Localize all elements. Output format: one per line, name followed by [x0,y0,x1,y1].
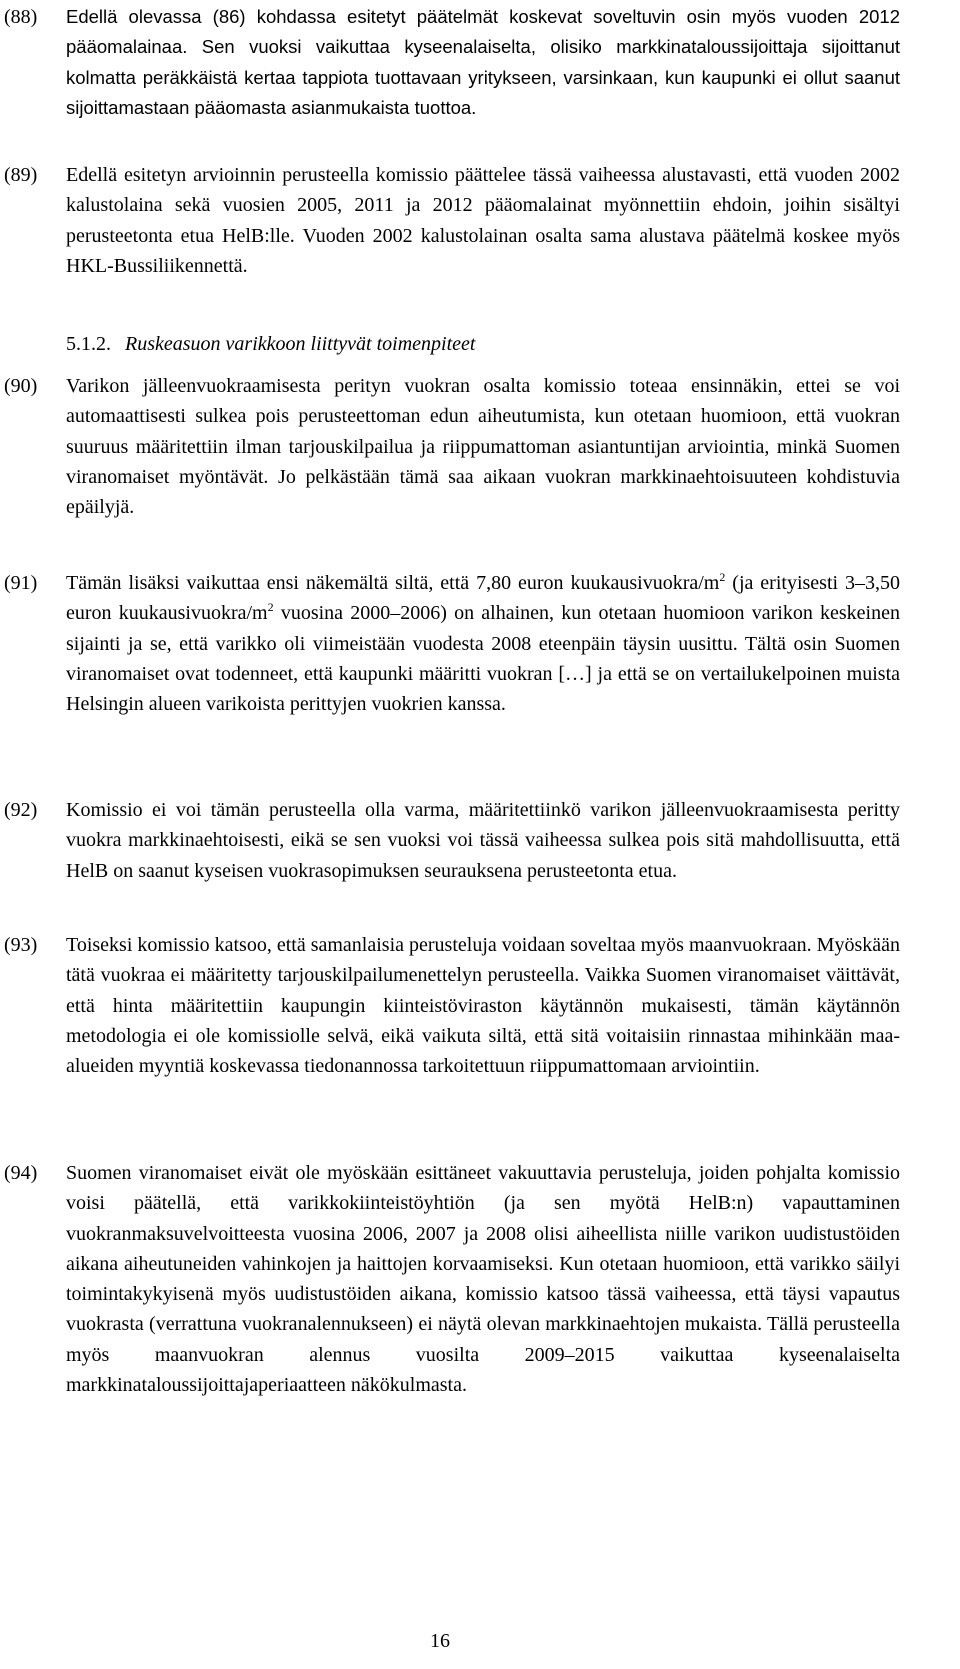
paragraph-text [66,568,900,719]
paragraph-text: Edellä olevassa (86) kohdassa esitetyt päätelmät koskevat soveltuvin osin myös vuoden 2012 pääomalainaa. Sen vuoksi vaikuttaa kyseenalaiselta, olisiko markkinataloussijoittaja sijoittanut kolmatta peräkkäistä kertaa tappiota tuottavaan yritykseen, varsinkaan, kun kaupunki ei ollut saanut sijoittamastaan pääomasta asianmukaista tuottoa. [66,6,900,118]
paragraph-number: (90) [4,375,38,397]
superscript: 2 [719,570,726,584]
paragraph-text: Suomen viranomaiset eivät ole myöskään esittäneet vakuuttavia perusteluja, joiden pohjalta komissio voisi päätellä, että varikkokiinteistöyhtiön (ja sen myötä HelB:n) vapauttaminen vuokranmaksuvelvoitteesta vuosina 2006, 2007 ja 2008 olisi aiheellista niille varikon uudistustöiden aikana aiheutuneiden vahinkojen ja haittojen korvaamiseksi. Kun otetaan huomioon, että varikko säilyi toimintakykyisenä myös uudistustöiden aikana, komissio katsoo tässä vaiheessa, että täysi vapautus vuokrasta (verrattuna vuokranalennukseen) ei näytä olevan markkinaehtojen mukaista. Tällä perusteella myös maanvuokran alennus vuosilta 2009–2015 vaikuttaa kyseenalaiselta markkinataloussijoittajaperiaatteen näkökulmasta. [66,1162,900,1397]
section-title: Ruskeasuon varikkoon liittyvät toimenpiteet [125,333,476,355]
superscript: 2 [267,600,274,615]
paragraph-94 [4,1158,900,1400]
paragraph-text-part: vuosina 2000–2006) on alhainen, kun otetaan huomioon varikon keskeinen sijainti ja se, että varikko oli viimeistään vuodesta 2008 eteenpäin täysin uusittu. Tältä osin Suomen viranomaiset ovat todenneet, että kaupunki määritti vuokran […] ja että se on vertailukelpoinen muista Helsingin alueen varikoista perittyjen vuokrien kanssa. [66,602,900,716]
paragraph-90 [4,371,900,522]
paragraph-88 [4,2,900,123]
page-number: 16 [430,1630,450,1652]
paragraph-number: (94) [4,1162,38,1184]
paragraph-91 [4,568,900,719]
section-number: 5.1.2. [66,333,111,355]
paragraph-text: Varikon jälleenvuokraamisesta perityn vuokran osalta komissio toteaa ensinnäkin, ettei se voi automaattisesti sulkea pois perusteettoman edun aiheutumista, kun otetaan huomioon, että vuokran suuruus määritettiin ilman tarjouskilpailua ja riippumattoman asiantuntijan arviointia, minkä Suomen viranomaiset myöntävät. Jo pelkästään tämä saa aikaan vuokran markkinaehtoisuuteen kohdistuvia epäilyjä. [66,375,900,519]
paragraph-text-part: (ja erityisesti 3–3,50 euron kuukausivuokra/m [66,572,901,625]
paragraph-92 [4,795,900,886]
paragraph-number: (93) [4,934,38,956]
paragraph-number: (92) [4,799,38,821]
paragraph-text: Komissio ei voi tämän perusteella olla varma, määritettiinkö varikon jälleenvuokraamisesta peritty vuokra markkinaehtoisesti, eikä se sen vuoksi voi tässä vaiheessa sulkea pois sitä mahdollisuutta, että HelB on saanut kyseisen vuokrasopimuksen seurauksena perusteetonta etua. [66,799,900,882]
paragraph-text: Toiseksi komissio katsoo, että samanlaisia perusteluja voidaan soveltaa myös maanvuokraan. Myöskään tätä vuokraa ei määritetty tarjouskilpailumenettelyn perusteella. Vaikka Suomen viranomaiset väittävät, että hinta määritettiin kaupungin kiinteistöviraston käytännön mukaisesti, tämän käytännön metodologia ei ole komissiolle selvä, eikä vaikuta siltä, että sitä voitaisiin rinnastaa mihinkään maa-alueiden myyntiä koskevassa tiedonannossa tarkoitettuun riippumattomaan arviointiin. [66,934,900,1078]
section-heading [66,329,475,359]
paragraph-number: (88) [4,6,38,28]
paragraph-number: (91) [4,572,38,594]
paragraph-93 [4,930,900,1081]
paragraph-89 [4,160,900,281]
paragraph-text: Edellä esitetyn arvioinnin perusteella komissio päättelee tässä vaiheessa alustavasti, että vuoden 2002 kalustolaina sekä vuosien 2005, 2011 ja 2012 pääomalainat myönnettiin ehdoin, joihin sisältyi perusteetonta etua HelB:lle. Vuoden 2002 kalustolainan osalta sama alustava päätelmä koskee myös HKL-Bussiliikennettä. [66,164,900,277]
paragraph-number: (89) [4,164,38,186]
paragraph-text-part: Tämän lisäksi vaikuttaa ensi näkemältä siltä, että 7,80 euron kuukausivuokra/m [66,572,720,594]
